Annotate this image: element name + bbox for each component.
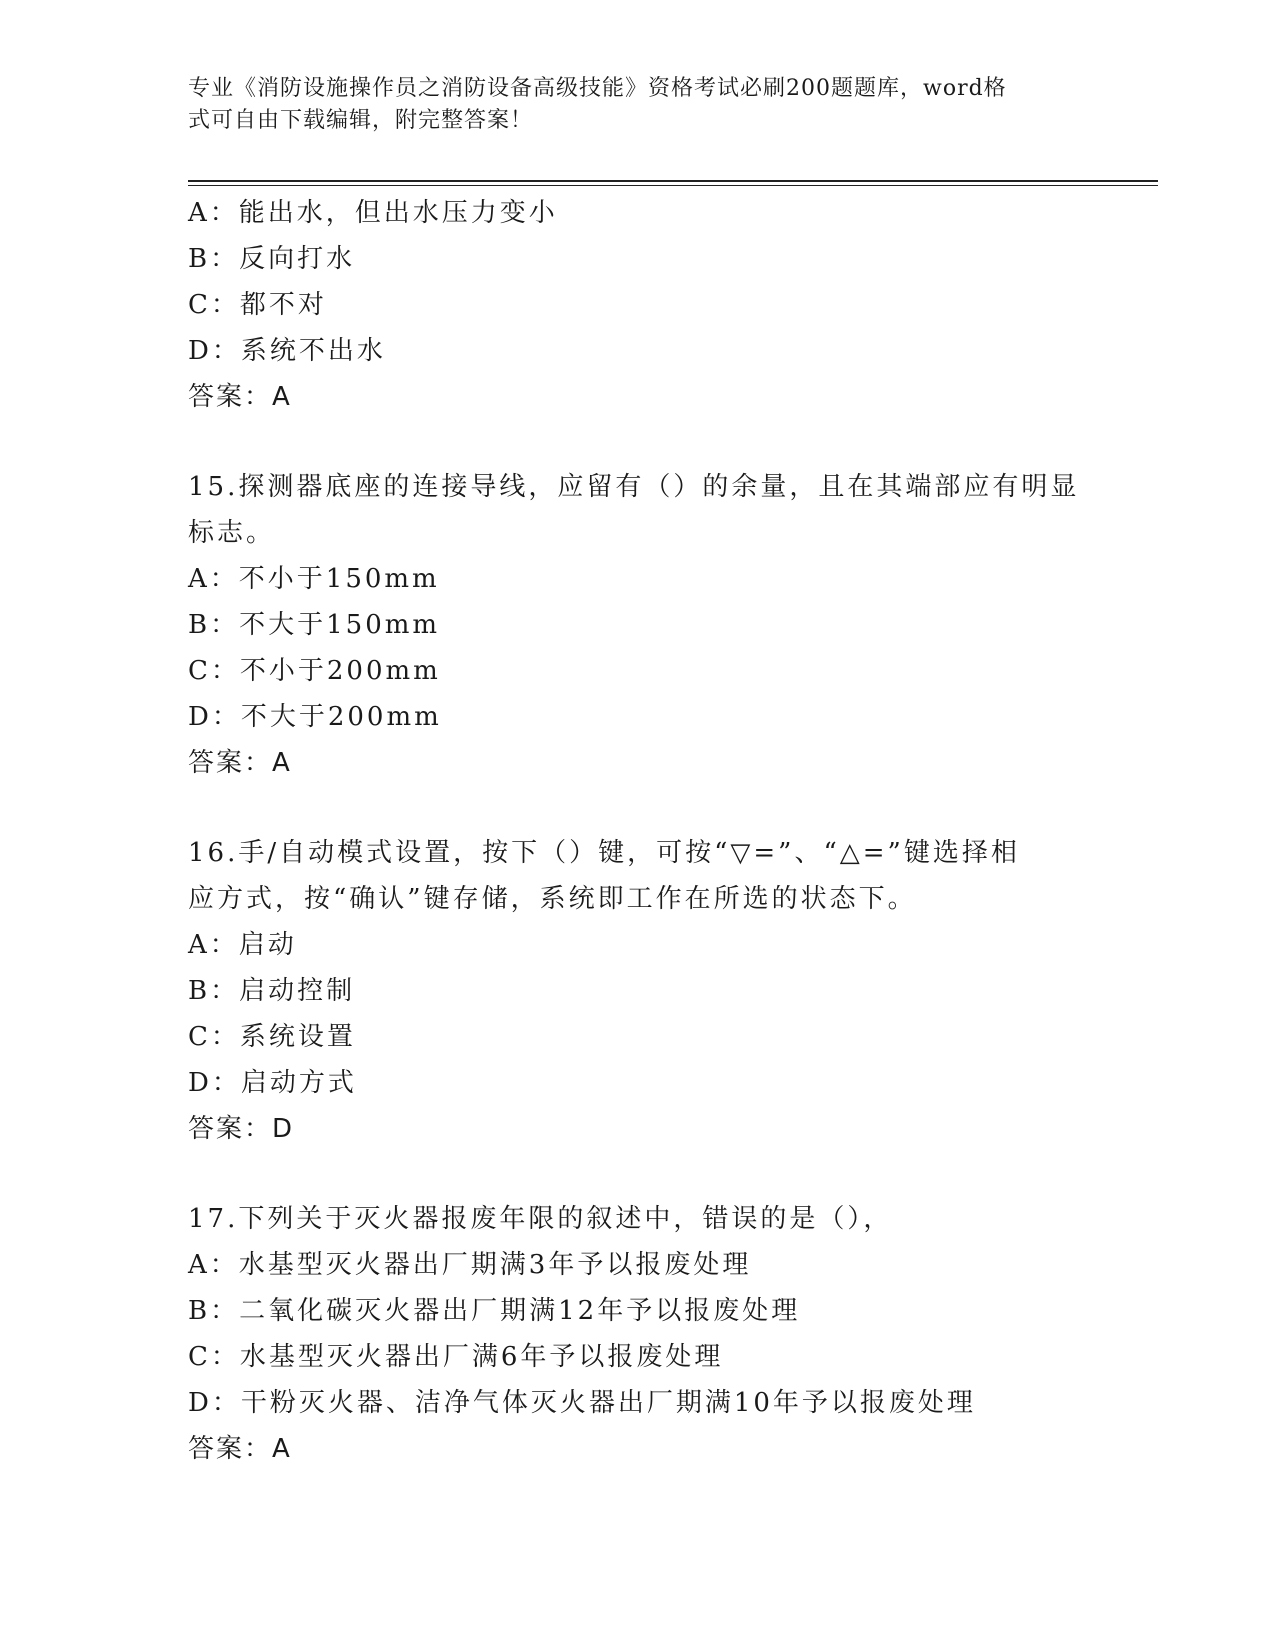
option-a: A：不小于150mm [188, 564, 440, 594]
option-a: A：水基型灭火器出厂期满3年予以报废处理 [188, 1250, 752, 1280]
option-d: D：不大于200mm [188, 702, 442, 732]
question-stem-continued: 标志。 [188, 518, 276, 548]
option-a: A：能出水，但出水压力变小 [188, 198, 558, 228]
option-c: C：水基型灭火器出厂满6年予以报废处理 [188, 1342, 724, 1372]
question-stem: 17.下列关于灭火器报废年限的叙述中，错误的是（）， [188, 1204, 893, 1234]
option-b: B：启动控制 [188, 976, 356, 1006]
question-stem: 16.手/自动模式设置，按下（）键，可按“▽=”、“△=”键选择相 [188, 838, 1020, 868]
option-b: B：不大于150mm [188, 610, 441, 640]
option-d: D：系统不出水 [188, 336, 386, 366]
answer: 答案：A [188, 748, 292, 778]
option-d: D：干粉灭火器、洁净气体灭火器出厂期满10年予以报废处理 [188, 1388, 976, 1418]
question-list [188, 190, 1158, 1472]
option-d: D：启动方式 [188, 1068, 357, 1098]
header-line-1: 专业《消防设施操作员之消防设备高级技能》资格考试必刷200题题库，word格 [188, 76, 1007, 101]
header-divider-thin [188, 185, 1158, 186]
option-b: B：二氧化碳灭火器出厂期满12年予以报废处理 [188, 1296, 801, 1326]
answer: 答案：A [188, 382, 292, 412]
option-a: A：启动 [188, 930, 297, 960]
question-stem-continued: 应方式，按“确认”键存储，系统即工作在所选的状态下。 [188, 884, 917, 914]
document-header [188, 73, 1088, 137]
header-line-2: 式可自由下载编辑，附完整答案！ [188, 108, 534, 133]
question-15 [188, 464, 1158, 786]
question-14 [188, 190, 1158, 420]
option-c: C：不小于200mm [188, 656, 441, 686]
question-stem: 15.探测器底座的连接导线，应留有（）的余量，且在其端部应有明显 [188, 472, 1080, 502]
question-16 [188, 830, 1158, 1152]
option-b: B：反向打水 [188, 244, 356, 274]
answer: 答案：D [188, 1114, 295, 1144]
option-c: C：都不对 [188, 290, 327, 320]
question-17 [188, 1196, 1158, 1472]
option-c: C：系统设置 [188, 1022, 356, 1052]
answer: 答案：A [188, 1434, 292, 1464]
header-divider-thick [188, 180, 1158, 182]
